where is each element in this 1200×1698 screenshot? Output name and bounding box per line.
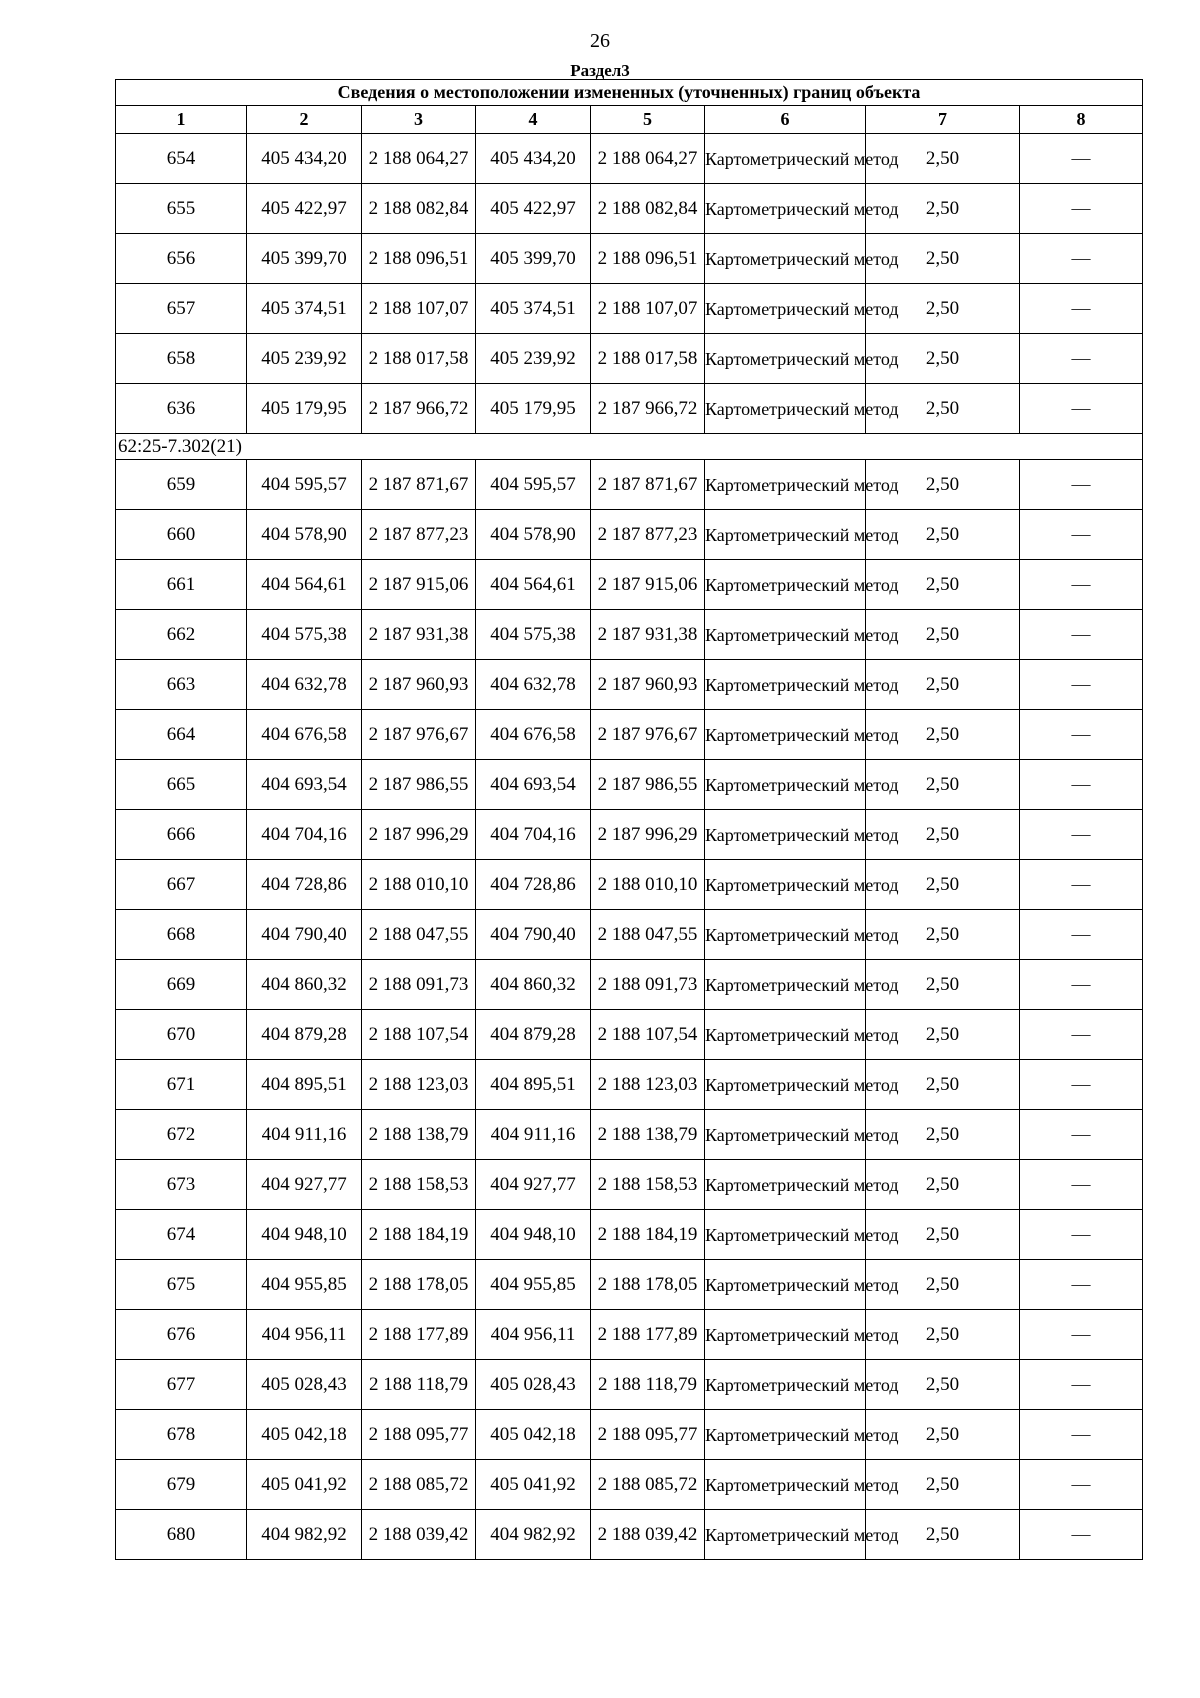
cell-new-x-coordinate: 405 028,43: [476, 1360, 591, 1410]
cell-accuracy: 2,50: [866, 810, 1020, 860]
boundary-coordinates-table: [115, 79, 1143, 1560]
table-row: [116, 1260, 1143, 1310]
cell-old-x-coordinate: 404 982,92: [247, 1510, 362, 1560]
cell-new-x-coordinate: 404 879,28: [476, 1010, 591, 1060]
cell-new-x-coordinate: 405 374,51: [476, 284, 591, 334]
cell-old-x-coordinate: 404 955,85: [247, 1260, 362, 1310]
cell-description: —: [1020, 1210, 1143, 1260]
cell-new-x-coordinate: 405 042,18: [476, 1410, 591, 1460]
table-row: [116, 1210, 1143, 1260]
cell-description: —: [1020, 234, 1143, 284]
cell-description: —: [1020, 1460, 1143, 1510]
cell-description: —: [1020, 810, 1143, 860]
cell-old-x-coordinate: 404 948,10: [247, 1210, 362, 1260]
cell-old-y-coordinate: 2 187 966,72: [362, 384, 476, 434]
cell-accuracy: 2,50: [866, 910, 1020, 960]
cell-point-number: 661: [116, 560, 247, 610]
cell-old-y-coordinate: 2 187 976,67: [362, 710, 476, 760]
cell-accuracy: 2,50: [866, 1360, 1020, 1410]
cell-new-x-coordinate: 404 575,38: [476, 610, 591, 660]
cell-old-y-coordinate: 2 188 177,89: [362, 1310, 476, 1360]
cell-new-y-coordinate: 2 188 138,79: [591, 1110, 705, 1160]
section-title: Раздел3: [570, 61, 630, 80]
cell-old-y-coordinate: 2 188 096,51: [362, 234, 476, 284]
table-row: [116, 384, 1143, 434]
cell-new-x-coordinate: 404 790,40: [476, 910, 591, 960]
cell-description: —: [1020, 560, 1143, 610]
cell-old-y-coordinate: 2 188 010,10: [362, 860, 476, 910]
cell-old-x-coordinate: 405 434,20: [247, 134, 362, 184]
cell-description: —: [1020, 710, 1143, 760]
cell-accuracy: 2,50: [866, 1060, 1020, 1110]
cell-description: —: [1020, 1260, 1143, 1310]
cell-new-y-coordinate: 2 188 096,51: [591, 234, 705, 284]
cell-new-y-coordinate: 2 188 091,73: [591, 960, 705, 1010]
cell-description: —: [1020, 334, 1143, 384]
cell-new-x-coordinate: 404 632,78: [476, 660, 591, 710]
cell-point-number: 668: [116, 910, 247, 960]
cell-point-number: 636: [116, 384, 247, 434]
cell-old-x-coordinate: 404 956,11: [247, 1310, 362, 1360]
cell-method: Картометрический метод: [705, 1460, 866, 1510]
cell-point-number: 676: [116, 1310, 247, 1360]
cell-new-y-coordinate: 2 188 178,05: [591, 1260, 705, 1310]
cell-method: Картометрический метод: [705, 284, 866, 334]
cell-method: Картометрический метод: [705, 760, 866, 810]
cell-point-number: 669: [116, 960, 247, 1010]
cell-old-y-coordinate: 2 188 047,55: [362, 910, 476, 960]
cell-new-y-coordinate: 2 187 986,55: [591, 760, 705, 810]
cell-old-x-coordinate: 404 879,28: [247, 1010, 362, 1060]
cell-new-x-coordinate: 404 564,61: [476, 560, 591, 610]
cell-description: —: [1020, 860, 1143, 910]
cell-old-x-coordinate: 404 595,57: [247, 460, 362, 510]
cell-description: —: [1020, 1010, 1143, 1060]
cell-old-x-coordinate: 404 704,16: [247, 810, 362, 860]
cell-accuracy: 2,50: [866, 134, 1020, 184]
table-caption-row: [116, 80, 1143, 106]
cell-point-number: 658: [116, 334, 247, 384]
cell-old-y-coordinate: 2 188 064,27: [362, 134, 476, 184]
table-caption: Сведения о местоположении измененных (уточненных) границ объекта: [116, 80, 1143, 106]
cell-old-x-coordinate: 404 676,58: [247, 710, 362, 760]
cell-old-x-coordinate: 404 578,90: [247, 510, 362, 560]
cell-old-y-coordinate: 2 188 107,54: [362, 1010, 476, 1060]
cell-point-number: 667: [116, 860, 247, 910]
cell-old-y-coordinate: 2 188 123,03: [362, 1060, 476, 1110]
cell-description: —: [1020, 1410, 1143, 1460]
cell-old-x-coordinate: 404 927,77: [247, 1160, 362, 1210]
cell-old-y-coordinate: 2 187 960,93: [362, 660, 476, 710]
column-header: 3: [362, 106, 476, 134]
cell-old-x-coordinate: 405 374,51: [247, 284, 362, 334]
cell-new-x-coordinate: 404 955,85: [476, 1260, 591, 1310]
cell-new-y-coordinate: 2 188 082,84: [591, 184, 705, 234]
cell-method: Картометрический метод: [705, 460, 866, 510]
table-row: [116, 1110, 1143, 1160]
cell-method: Картометрический метод: [705, 960, 866, 1010]
cell-point-number: 680: [116, 1510, 247, 1560]
cell-point-number: 678: [116, 1410, 247, 1460]
cell-accuracy: 2,50: [866, 334, 1020, 384]
column-header: 4: [476, 106, 591, 134]
column-header: 7: [866, 106, 1020, 134]
cell-accuracy: 2,50: [866, 1160, 1020, 1210]
cell-description: —: [1020, 1160, 1143, 1210]
cell-old-y-coordinate: 2 188 184,19: [362, 1210, 476, 1260]
cell-new-x-coordinate: 405 434,20: [476, 134, 591, 184]
cell-new-y-coordinate: 2 188 095,77: [591, 1410, 705, 1460]
cell-description: —: [1020, 1510, 1143, 1560]
cell-method: Картометрический метод: [705, 560, 866, 610]
cell-old-x-coordinate: 404 728,86: [247, 860, 362, 910]
cell-new-y-coordinate: 2 187 915,06: [591, 560, 705, 610]
cell-new-y-coordinate: 2 187 931,38: [591, 610, 705, 660]
cell-point-number: 656: [116, 234, 247, 284]
cell-description: —: [1020, 760, 1143, 810]
table-row: [116, 1310, 1143, 1360]
cell-new-x-coordinate: 404 895,51: [476, 1060, 591, 1110]
table-row: [116, 1510, 1143, 1560]
cell-new-y-coordinate: 2 188 010,10: [591, 860, 705, 910]
cell-point-number: 671: [116, 1060, 247, 1110]
cell-method: Картометрический метод: [705, 1160, 866, 1210]
cell-accuracy: 2,50: [866, 960, 1020, 1010]
cell-old-x-coordinate: 404 860,32: [247, 960, 362, 1010]
cell-method: Картометрический метод: [705, 860, 866, 910]
cell-new-y-coordinate: 2 187 877,23: [591, 510, 705, 560]
cell-old-y-coordinate: 2 187 931,38: [362, 610, 476, 660]
cell-method: Картометрический метод: [705, 1210, 866, 1260]
cell-accuracy: 2,50: [866, 1210, 1020, 1260]
cell-old-y-coordinate: 2 188 107,07: [362, 284, 476, 334]
cell-method: Картометрический метод: [705, 134, 866, 184]
cell-description: —: [1020, 610, 1143, 660]
column-header: 5: [591, 106, 705, 134]
cell-new-y-coordinate: 2 188 064,27: [591, 134, 705, 184]
cell-accuracy: 2,50: [866, 760, 1020, 810]
table-row: [116, 810, 1143, 860]
cell-method: Картометрический метод: [705, 710, 866, 760]
cell-old-y-coordinate: 2 187 877,23: [362, 510, 476, 560]
cell-method: Картометрический метод: [705, 384, 866, 434]
cell-accuracy: 2,50: [866, 1460, 1020, 1510]
cell-old-x-coordinate: 405 399,70: [247, 234, 362, 284]
table-row: [116, 610, 1143, 660]
cell-accuracy: 2,50: [866, 460, 1020, 510]
cell-old-x-coordinate: 404 693,54: [247, 760, 362, 810]
cell-new-y-coordinate: 2 187 996,29: [591, 810, 705, 860]
cell-accuracy: 2,50: [866, 284, 1020, 334]
cell-new-y-coordinate: 2 188 047,55: [591, 910, 705, 960]
cell-point-number: 679: [116, 1460, 247, 1510]
cell-method: Картометрический метод: [705, 910, 866, 960]
cell-new-y-coordinate: 2 187 960,93: [591, 660, 705, 710]
cell-point-number: 654: [116, 134, 247, 184]
table-row: [116, 660, 1143, 710]
cell-new-x-coordinate: 404 948,10: [476, 1210, 591, 1260]
cell-accuracy: 2,50: [866, 560, 1020, 610]
cell-new-y-coordinate: 2 187 966,72: [591, 384, 705, 434]
cell-description: —: [1020, 1310, 1143, 1360]
table-row: [116, 134, 1143, 184]
table-row: [116, 560, 1143, 610]
cell-new-x-coordinate: 405 179,95: [476, 384, 591, 434]
cell-point-number: 659: [116, 460, 247, 510]
cell-old-x-coordinate: 404 632,78: [247, 660, 362, 710]
cell-old-y-coordinate: 2 188 178,05: [362, 1260, 476, 1310]
table-row: [116, 284, 1143, 334]
cell-new-x-coordinate: 404 860,32: [476, 960, 591, 1010]
table-row: [116, 960, 1143, 1010]
cell-old-x-coordinate: 404 564,61: [247, 560, 362, 610]
cell-new-y-coordinate: 2 188 107,54: [591, 1010, 705, 1060]
cell-method: Картометрический метод: [705, 334, 866, 384]
cell-old-y-coordinate: 2 188 091,73: [362, 960, 476, 1010]
cell-description: —: [1020, 960, 1143, 1010]
cell-description: —: [1020, 134, 1143, 184]
cell-point-number: 670: [116, 1010, 247, 1060]
cell-point-number: 662: [116, 610, 247, 660]
cell-old-y-coordinate: 2 188 039,42: [362, 1510, 476, 1560]
cell-old-x-coordinate: 405 028,43: [247, 1360, 362, 1410]
cell-method: Картометрический метод: [705, 1110, 866, 1160]
cell-old-x-coordinate: 405 042,18: [247, 1410, 362, 1460]
cell-description: —: [1020, 284, 1143, 334]
table-row: [116, 1460, 1143, 1510]
table-row: [116, 1410, 1143, 1460]
cell-accuracy: 2,50: [866, 860, 1020, 910]
cell-description: —: [1020, 460, 1143, 510]
cell-method: Картометрический метод: [705, 510, 866, 560]
cell-accuracy: 2,50: [866, 1410, 1020, 1460]
cell-old-y-coordinate: 2 188 158,53: [362, 1160, 476, 1210]
cell-point-number: 665: [116, 760, 247, 810]
cell-new-y-coordinate: 2 188 017,58: [591, 334, 705, 384]
cell-old-y-coordinate: 2 187 996,29: [362, 810, 476, 860]
table-row: [116, 1160, 1143, 1210]
cell-new-x-coordinate: 404 704,16: [476, 810, 591, 860]
cell-point-number: 660: [116, 510, 247, 560]
cell-accuracy: 2,50: [866, 660, 1020, 710]
cell-description: —: [1020, 1360, 1143, 1410]
table-row: [116, 910, 1143, 960]
cell-old-x-coordinate: 404 790,40: [247, 910, 362, 960]
cell-method: Картометрический метод: [705, 1010, 866, 1060]
cell-point-number: 657: [116, 284, 247, 334]
cell-new-y-coordinate: 2 188 177,89: [591, 1310, 705, 1360]
cell-old-y-coordinate: 2 187 986,55: [362, 760, 476, 810]
cell-new-x-coordinate: 404 676,58: [476, 710, 591, 760]
cell-description: —: [1020, 510, 1143, 560]
cell-old-x-coordinate: 405 422,97: [247, 184, 362, 234]
cell-method: Картометрический метод: [705, 610, 866, 660]
table-row: [116, 334, 1143, 384]
table-body: [116, 134, 1143, 1560]
cell-new-x-coordinate: 404 982,92: [476, 1510, 591, 1560]
cell-new-x-coordinate: 404 956,11: [476, 1310, 591, 1360]
cell-point-number: 663: [116, 660, 247, 710]
table-row: [116, 184, 1143, 234]
table-row: [116, 710, 1143, 760]
group-label: 62:25-7.302(21): [116, 434, 1143, 460]
cell-accuracy: 2,50: [866, 184, 1020, 234]
cell-point-number: 677: [116, 1360, 247, 1410]
cell-new-y-coordinate: 2 187 976,67: [591, 710, 705, 760]
cell-method: Картометрический метод: [705, 1510, 866, 1560]
cell-accuracy: 2,50: [866, 510, 1020, 560]
cell-accuracy: 2,50: [866, 1310, 1020, 1360]
table-row: [116, 1360, 1143, 1410]
cell-accuracy: 2,50: [866, 1110, 1020, 1160]
cell-old-x-coordinate: 405 041,92: [247, 1460, 362, 1510]
cell-description: —: [1020, 910, 1143, 960]
cell-method: Картометрический метод: [705, 660, 866, 710]
cell-new-y-coordinate: 2 188 118,79: [591, 1360, 705, 1410]
table-row: [116, 760, 1143, 810]
cell-method: Картометрический метод: [705, 810, 866, 860]
table-row: [116, 460, 1143, 510]
cell-old-y-coordinate: 2 188 138,79: [362, 1110, 476, 1160]
cell-old-y-coordinate: 2 188 085,72: [362, 1460, 476, 1510]
cell-old-y-coordinate: 2 187 915,06: [362, 560, 476, 610]
cell-new-y-coordinate: 2 188 107,07: [591, 284, 705, 334]
cell-point-number: 673: [116, 1160, 247, 1210]
cell-new-y-coordinate: 2 188 085,72: [591, 1460, 705, 1510]
cell-description: —: [1020, 1110, 1143, 1160]
cell-new-x-coordinate: 404 578,90: [476, 510, 591, 560]
cell-method: Картометрический метод: [705, 1360, 866, 1410]
table-row: [116, 1010, 1143, 1060]
cell-accuracy: 2,50: [866, 1010, 1020, 1060]
cell-new-y-coordinate: 2 188 123,03: [591, 1060, 705, 1110]
cell-new-x-coordinate: 405 239,92: [476, 334, 591, 384]
cell-point-number: 675: [116, 1260, 247, 1310]
cell-new-y-coordinate: 2 187 871,67: [591, 460, 705, 510]
cell-old-x-coordinate: 405 179,95: [247, 384, 362, 434]
cell-point-number: 672: [116, 1110, 247, 1160]
cell-new-x-coordinate: 404 693,54: [476, 760, 591, 810]
cell-point-number: 655: [116, 184, 247, 234]
cell-new-x-coordinate: 404 728,86: [476, 860, 591, 910]
cell-accuracy: 2,50: [866, 610, 1020, 660]
cell-old-x-coordinate: 404 895,51: [247, 1060, 362, 1110]
cell-new-x-coordinate: 404 927,77: [476, 1160, 591, 1210]
group-row: [116, 434, 1143, 460]
cell-old-x-coordinate: 405 239,92: [247, 334, 362, 384]
column-number-row: [116, 106, 1143, 134]
cell-point-number: 666: [116, 810, 247, 860]
table-row: [116, 860, 1143, 910]
cell-description: —: [1020, 384, 1143, 434]
cell-method: Картометрический метод: [705, 1260, 866, 1310]
cell-description: —: [1020, 1060, 1143, 1110]
cell-accuracy: 2,50: [866, 1510, 1020, 1560]
cell-old-y-coordinate: 2 188 017,58: [362, 334, 476, 384]
cell-new-x-coordinate: 405 422,97: [476, 184, 591, 234]
cell-old-y-coordinate: 2 187 871,67: [362, 460, 476, 510]
cell-method: Картометрический метод: [705, 1410, 866, 1460]
cell-new-x-coordinate: 405 399,70: [476, 234, 591, 284]
cell-method: Картометрический метод: [705, 184, 866, 234]
cell-new-x-coordinate: 404 595,57: [476, 460, 591, 510]
cell-old-y-coordinate: 2 188 082,84: [362, 184, 476, 234]
cell-method: Картометрический метод: [705, 1060, 866, 1110]
cell-new-y-coordinate: 2 188 184,19: [591, 1210, 705, 1260]
table-row: [116, 510, 1143, 560]
page-number: 26: [590, 30, 610, 52]
cell-method: Картометрический метод: [705, 234, 866, 284]
cell-old-x-coordinate: 404 575,38: [247, 610, 362, 660]
cell-accuracy: 2,50: [866, 234, 1020, 284]
column-header: 1: [116, 106, 247, 134]
cell-new-x-coordinate: 404 911,16: [476, 1110, 591, 1160]
cell-method: Картометрический метод: [705, 1310, 866, 1360]
cell-description: —: [1020, 660, 1143, 710]
cell-accuracy: 2,50: [866, 710, 1020, 760]
cell-accuracy: 2,50: [866, 384, 1020, 434]
column-header: 8: [1020, 106, 1143, 134]
cell-new-x-coordinate: 405 041,92: [476, 1460, 591, 1510]
cell-old-x-coordinate: 404 911,16: [247, 1110, 362, 1160]
column-header: 2: [247, 106, 362, 134]
table-row: [116, 234, 1143, 284]
column-header: 6: [705, 106, 866, 134]
cell-old-y-coordinate: 2 188 095,77: [362, 1410, 476, 1460]
cell-description: —: [1020, 184, 1143, 234]
cell-new-y-coordinate: 2 188 158,53: [591, 1160, 705, 1210]
cell-old-y-coordinate: 2 188 118,79: [362, 1360, 476, 1410]
cell-point-number: 664: [116, 710, 247, 760]
cell-accuracy: 2,50: [866, 1260, 1020, 1310]
table-row: [116, 1060, 1143, 1110]
cell-point-number: 674: [116, 1210, 247, 1260]
cell-new-y-coordinate: 2 188 039,42: [591, 1510, 705, 1560]
